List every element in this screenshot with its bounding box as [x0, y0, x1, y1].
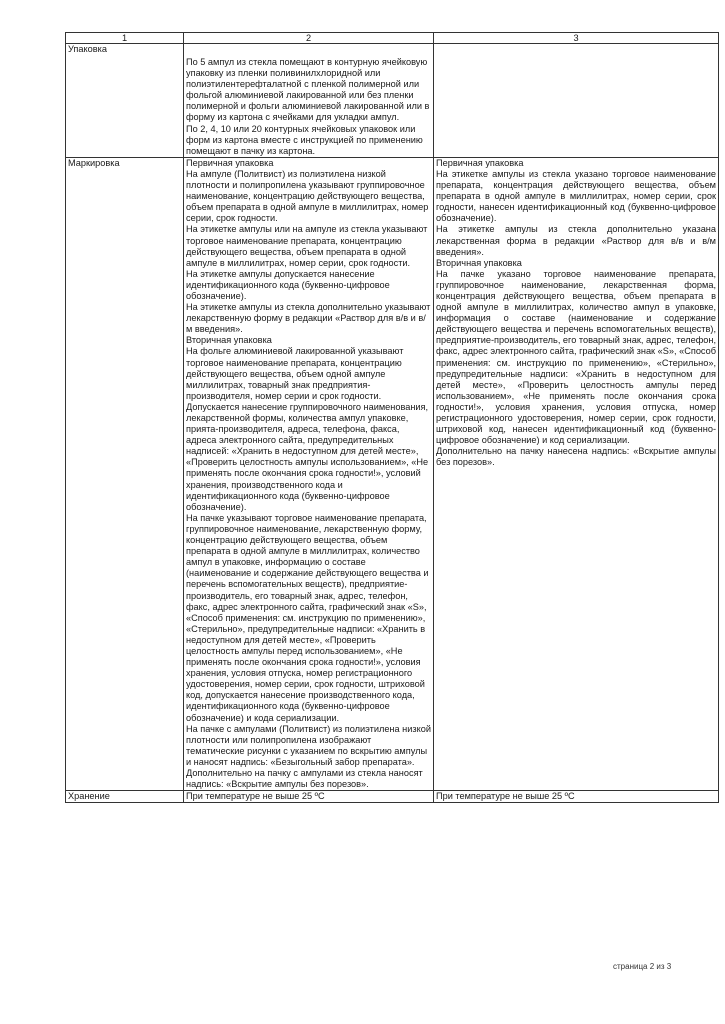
- page-number: страница 2 из 3: [613, 962, 672, 971]
- header-col-3: 3: [434, 33, 719, 44]
- header-col-2: 2: [184, 33, 434, 44]
- marking-col2-p5: На этикетке ампулы из стекла дополнительно указывают лекарственную форму в редакции «Раствор для в/в и в/м введения».: [186, 302, 431, 335]
- storage-col3-p1: При температуре не выше 25 ºС: [436, 791, 575, 802]
- row-packaging: [66, 44, 719, 158]
- storage-col2-p1: При температуре не выше 25 ºС: [186, 791, 325, 802]
- marking-col2-p1: Первичная упаковка: [186, 157, 274, 168]
- row-storage: [66, 791, 719, 803]
- packaging-col3: [434, 44, 719, 158]
- table-header-row: [66, 33, 719, 44]
- marking-col2-p9: На пачке с ампулами (Политвист) из полиэтилена низкой плотности или полипропилена изображают тематические рисунки с указанием по вскрытию ампулы и наносят надпись: «Безыгольный забор препарата».: [186, 723, 431, 767]
- marking-col3-p2: На этикетке ампулы из стекла указано торговое наименование препарата, концентрация действующего вещества, объем препарата в одной ампуле в миллилитрах, номер серии, срок годности, нанесен идентификационный код (буквенно-цифровое обозначение).: [436, 168, 716, 224]
- marking-col3-body: [436, 158, 716, 469]
- marking-col3-p5: На пачке указано торговое наименование препарата, группировочное наименование, лекарственная форма, концентрация действующего вещества, объем препарата в одной ампуле в миллилитрах, количество ампул в упаковке, информация о составе (наименование и содержание действующего вещества и перечень вспомогательных веществ), предприятие-производитель, его товарный знак, адрес, телефон, факс, адрес электронного сайта, графический знак «S», «Способ применения: см. инструкцию по применению», «Стерильно», предупредительные надписи: «Хранить в недоступном для детей месте», «Проверить целостность ампулы перед использованием», «Не применять после окончания срока годности!», условия хранения, условия отпуска, номер регистрационного удостоверения, номер серии, срок годности, штриховой код, нанесен идентификационный код (буквенно-цифровое обозначение) и код сериализации.: [436, 268, 717, 446]
- spec-table: [65, 32, 719, 803]
- marking-col3-p1: Первичная упаковка: [436, 157, 524, 168]
- row-label-packaging: Упаковка: [66, 44, 184, 158]
- marking-col2-p6: Вторичная упаковка: [186, 335, 272, 346]
- marking-col2-p8: На пачке указывают торговое наименование препарата, группировочное наименование, лекарственную форму, концентрацию действующего вещества, объем препарата в одной ампуле в миллилитрах, количество ампул в упаковке, информацию о составе (наименование и содержание действующего вещества и перечень вспомогательных веществ), предприятие-производитель, его товарный знак, адрес, телефон, факс, адрес электронного сайта, графический знак «S», «Способ применения: см. инструкцию по применению», «Стерильно», предупредительные надписи: «Хранить в недоступном для детей месте», «Проверить целостность ампулы перед использованием», «Не применять после окончания срока годности!», условия хранения, условия отпуска, номер регистрационного удостоверения, номер серии, срок годности, штриховой код, допускается нанесение производственного кода, идентификационного кода (буквенно-цифровое обозначение) и кода сериализации.: [186, 512, 429, 723]
- marking-col3-p4: Вторичная упаковка: [436, 257, 522, 268]
- marking-col3-p6: Дополнительно на пачку нанесена надпись: «Вскрытие ампулы без порезов».: [436, 446, 716, 468]
- packaging-col2: [184, 44, 434, 158]
- storage-col2: [184, 791, 434, 803]
- marking-col2-p3: На этикетке ампулы или на ампуле из стекла указывают торговое наименование препарата, концентрацию действующего вещества, объем препарата в одной ампуле в миллилитрах, номер серии, срок годности.: [186, 224, 428, 268]
- marking-col3: [434, 157, 719, 790]
- packaging-col2-p2: По 2, 4, 10 или 20 контурных ячейковых упаковок или форм из картона вместе с инструкцией по применению помещают в пачку из картона.: [186, 123, 423, 156]
- marking-col2-p4: На этикетке ампулы допускается нанесение идентификационного кода (буквенно-цифровое обозначение).: [186, 268, 390, 301]
- marking-col2: [184, 157, 434, 790]
- marking-col2-p2: На ампуле (Политвист) из полиэтилена низкой плотности и полипропилена указывают группировочное наименование, концентрацию действующего вещества, объем препарата в одной ампуле в миллилитрах, номер серии, срок годности.: [186, 168, 429, 224]
- row-marking: [66, 157, 719, 790]
- marking-col3-p3: На этикетке ампулы из стекла дополнительно указана лекарственная форма в редакции «Раствор для в/в и в/м введения».: [436, 224, 716, 257]
- storage-col3: [434, 791, 719, 803]
- marking-col2-p7: На фольге алюминиевой лакированной указывают торговое наименование препарата, концентрацию действующего вещества, объем одной ампуле миллилитрах, товарный знак предприятия-производителя, номер серии и срок годности. Допускается нанесение группировочного наименования, лекарственной формы, количества ампул упаковке, прията-производителя, адреса, телефона, факса, адреса электронного сайта, предупредительных надписей: «Хранить в недоступном для детей месте», «Проверить целостность ампулы использованием», «Не применять после окончания срока годности!», условий хранения, производственного кода и идентификационного кода (буквенно-цифровое обозначение).: [186, 346, 429, 512]
- row-label-marking: Маркировка: [66, 157, 184, 790]
- packaging-col2-p1: По 5 ампул из стекла помещают в контурную ячейковую упаковку из пленки поливинилхлоридной или полиэтилентерефталатной с пленкой полимерной или фольгой алюминиевой лакированной или без пленки полимерной и фольги алюминиевой лакированной или в форму из картона с ячейками для укладки ампул.: [186, 57, 430, 123]
- marking-col2-p10: Дополнительно на пачку с ампулами из стекла наносят надпись: «Вскрытие ампулы без порезов».: [186, 768, 423, 790]
- row-label-storage: Хранение: [66, 791, 184, 803]
- header-col-1: 1: [66, 33, 184, 44]
